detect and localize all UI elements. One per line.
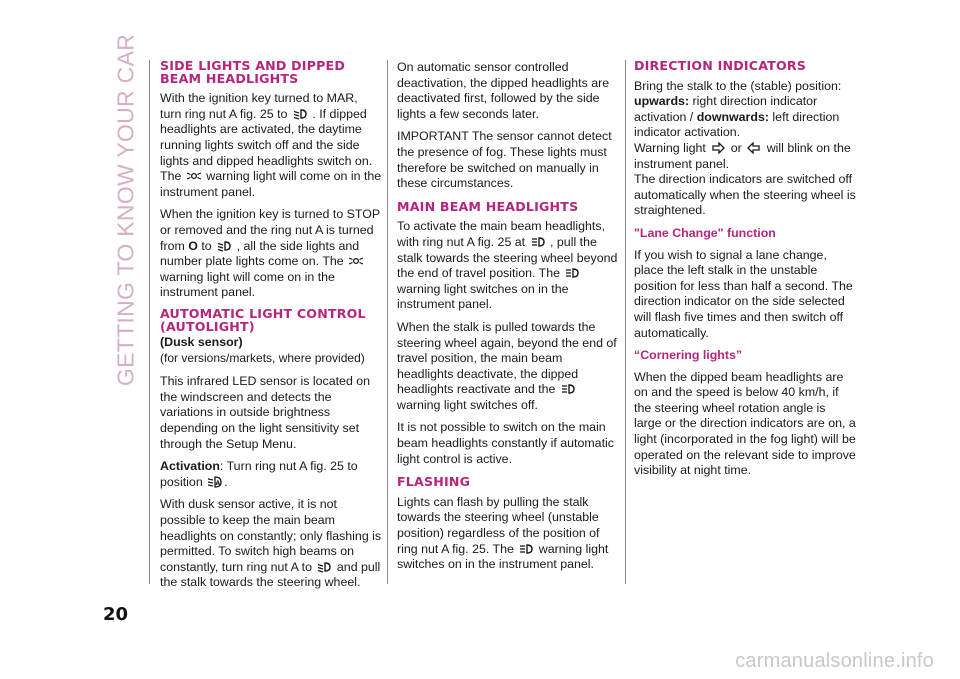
heading-cornering-lights: “Cornering lights” xyxy=(634,348,743,363)
availability-note: (for versions/markets, where provided) xyxy=(160,350,365,365)
paragraph: To activate the main beam headlights, with ring nut A fig. 25 at , pull the stalk towards the steering wheel beyond the end of travel position. The warning light switches on in the instrument panel. xyxy=(397,219,618,312)
paragraph: When the dipped beam headlights are on and the speed is below 40 km/h, if the steering wheel rotation angle is large or the direction indicators are on, a light (incorporated in the fog light) will be operated on the relevant side to improve visibility at night time. xyxy=(634,369,856,478)
paragraph: It is not possible to switch on the main beam headlights constantly if automatic light control is active. xyxy=(397,420,614,466)
side-lights-icon xyxy=(187,170,201,182)
left-arrow-icon xyxy=(747,142,761,154)
heading-lane-change: "Lane Change" function xyxy=(634,225,776,240)
paragraph: With dusk sensor active, it is not possible to keep the main beam headlights on constantly; only flashing is permitted. To switch high beams on constantly, turn ring nut A to and pull the stalk towards the steering wheel. xyxy=(160,497,382,590)
column-1 xyxy=(160,60,382,598)
main-beam-icon xyxy=(519,543,533,555)
main-beam-icon xyxy=(565,267,579,279)
paragraph: Bring the stalk to the (stable) position: upwards: right direction indicator activation / downwards: left direction indicator activation. Warning light or will blink on the instrument panel. The direction indicators are switched off automatically when the steering wheel is straightened. xyxy=(634,78,856,218)
heading-side-lights: SIDE LIGHTS AND DIPPED BEAM HEADLIGHTS xyxy=(160,58,346,86)
main-beam-icon xyxy=(531,236,545,248)
paragraph: This infrared LED sensor is located on the windscreen and detects the variations in outside brightness depending on the light sensitivity set through the Setup Menu. xyxy=(160,374,371,451)
heading-autolight: AUTOMATIC LIGHT CONTROL (AUTOLIGHT) xyxy=(160,305,366,334)
paragraph: When the ignition key is turned to STOP or removed and the ring nut A is turned from O to , all the side lights and number plate lights come on. The warning light will come on in the instrument panel. xyxy=(160,207,380,300)
column-3 xyxy=(634,60,856,486)
column-divider-right xyxy=(625,60,626,584)
column-2 xyxy=(397,60,619,580)
paragraph: When the stalk is pulled towards the steering wheel again, beyond the end of travel position, the main beam headlights deactivate, the dipped headlights reactivate and the warning light switches off. xyxy=(397,319,617,412)
dipped-beam-icon xyxy=(317,561,331,573)
main-beam-icon xyxy=(561,383,575,395)
page-number: 20 xyxy=(103,604,129,625)
subheading-dusk-sensor: (Dusk sensor) xyxy=(160,335,243,350)
heading-main-beam: MAIN BEAM HEADLIGHTS xyxy=(397,198,579,214)
heading-flashing: FLASHING xyxy=(397,474,471,490)
chapter-side-title xyxy=(111,33,141,387)
dipped-beam-icon xyxy=(293,108,307,120)
chapter-side-title-text: GETTING TO KNOW YOUR CAR xyxy=(112,33,139,387)
paragraph: With the ignition key turned to MAR, turn ring nut A fig. 25 to . If dipped headlights are activated, the daytime running lights switch off and the side lights and dipped headlights switch on. The warning light will come on in the instrument panel. xyxy=(160,91,382,199)
heading-direction-indicators: DIRECTION INDICATORS xyxy=(634,58,807,73)
column-divider-middle xyxy=(387,60,388,584)
paragraph: Activation: Turn ring nut A fig. 25 to position . xyxy=(160,459,358,489)
auto-light-icon xyxy=(208,476,222,488)
side-lights-icon xyxy=(349,255,363,267)
paragraph: If you wish to signal a lane change, place the left stalk in the unstable position for less than half a second. The direction indicator on the side selected will flash five times and then switch off automatically. xyxy=(634,247,853,340)
paragraph: IMPORTANT The sensor cannot detect the presence of fog. These lights must therefore be switched on manually in these circumstances. xyxy=(397,129,612,191)
paragraph: Lights can flash by pulling the stalk towards the steering wheel (unstable position) regardless of the position of ring nut A fig. 25. The warning light switches on in the instrument panel. xyxy=(397,494,609,572)
dipped-beam-icon xyxy=(217,240,231,252)
paragraph: On automatic sensor controlled deactivation, the dipped headlights are deactivated first, followed by the side lights a few seconds later. xyxy=(397,60,610,121)
footer-watermark: carmanualsonline.info xyxy=(735,650,934,672)
right-arrow-icon xyxy=(711,142,725,154)
column-divider-left xyxy=(149,60,150,584)
